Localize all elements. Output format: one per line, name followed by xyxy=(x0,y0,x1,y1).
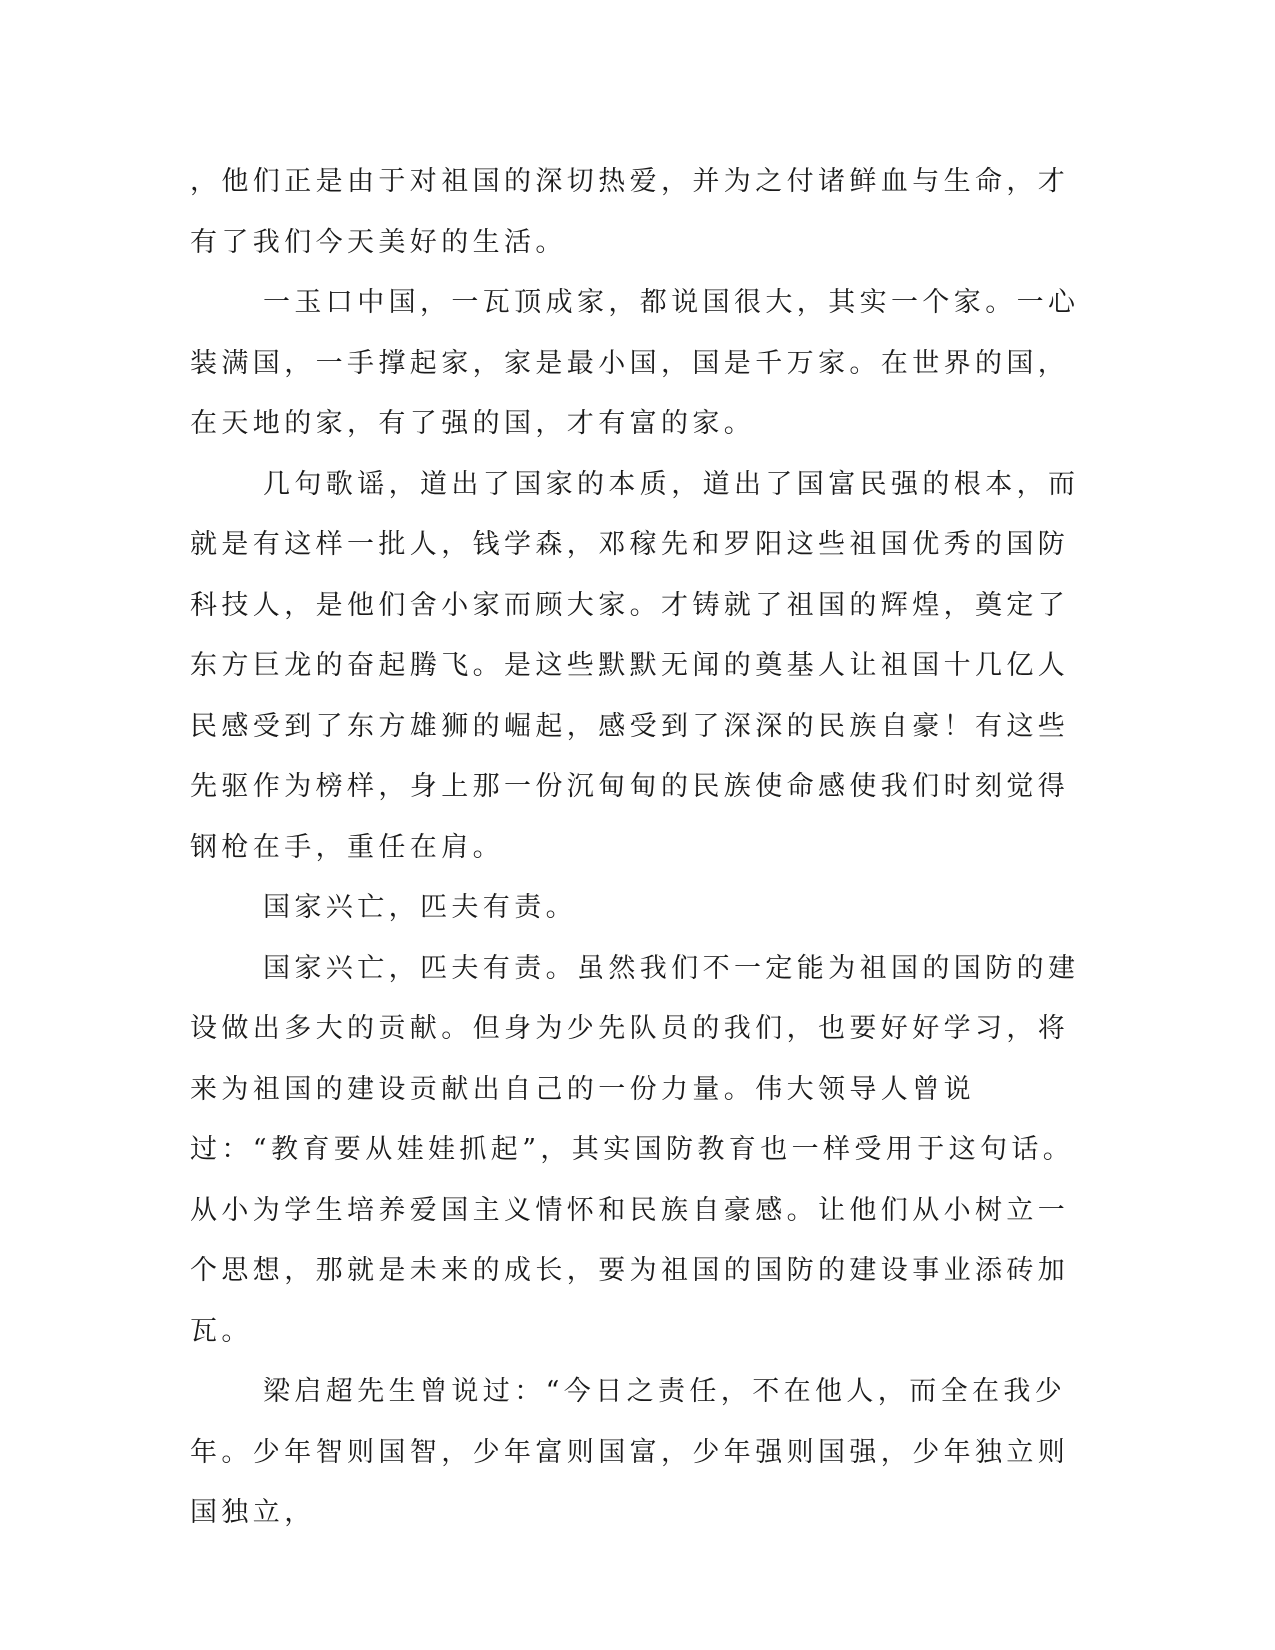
paragraph-2: 一玉口中国，一瓦顶成家，都说国很大，其实一个家。一心装满国，一手撑起家，家是最小国，国是千万家。在世界的国，在天地的家，有了强的国，才有富的家。 xyxy=(190,287,1080,439)
paragraph-4: 国家兴亡，匹夫有责。 xyxy=(263,892,577,923)
paragraph-6: 梁启超先生曾说过：“今日之责任，不在他人，而全在我少年。少年智则国智，少年富则国富，少年强则国强，少年独立则国独立， xyxy=(190,1376,1070,1528)
paragraph-1: ，他们正是由于对祖国的深切热爱，并为之付诸鲜血与生命，才有了我们今天美好的生活。 xyxy=(190,166,1070,258)
document-body xyxy=(190,152,1080,1544)
paragraph-3: 几句歌谣，道出了国家的本质，道出了国富民强的根本，而就是有这样一批人，钱学森，邓稼先和罗阳这些祖国优秀的国防科技人，是他们舍小家而顾大家。才铸就了祖国的辉煌，奠定了东方巨龙的奋起腾飞。是这些默默无闻的奠基人让祖国十几亿人民感受到了东方雄狮的崛起，感受到了深深的民族自豪！有这些先驱作为榜样，身上那一份沉甸甸的民族使命感使我们时刻觉得钢枪在手，重任在肩。 xyxy=(190,468,1080,863)
paragraph-5: 国家兴亡，匹夫有责。虽然我们不一定能为祖国的国防的建设做出多大的贡献。但身为少先队员的我们，也要好好学习，将来为祖国的建设贡献出自己的一份力量。伟大领导人曾说过：“教育要从娃娃抓起”，其实国防教育也一样受用于这句话。从小为学生培养爱国主义情怀和民族自豪感。让他们从小树立一个思想，那就是未来的成长，要为祖国的国防的建设事业添砖加瓦。 xyxy=(190,952,1080,1347)
